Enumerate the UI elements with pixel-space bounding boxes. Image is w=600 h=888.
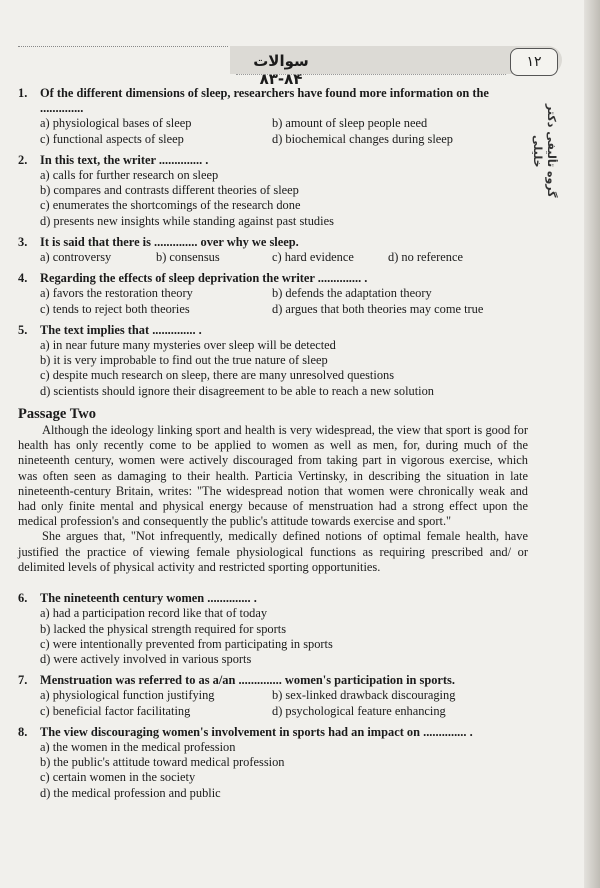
question-item — [18, 323, 528, 399]
answer-option: c) certain women in the society — [40, 770, 196, 785]
answer-option: c) functional aspects of sleep — [40, 131, 184, 146]
spacer — [18, 575, 528, 591]
header-title: سوالات ۸۴-۸۳ — [253, 52, 309, 88]
answer-option: b) amount of sleep people need — [272, 116, 428, 131]
answer-option: d) presents new insights while standing against past studies — [40, 213, 334, 228]
answer-option-row — [40, 302, 528, 317]
answer-option: b) compares and contrasts different theories of sleep — [40, 183, 299, 198]
page-content — [18, 86, 528, 807]
question-stem: Menstruation was referred to as a/an .............. women's participation in sports. — [40, 673, 455, 688]
question-stem: It is said that there is .............. over why we sleep. — [40, 234, 299, 249]
answer-option: c) despite much research on sleep, there are many unresolved questions — [40, 368, 395, 383]
answer-option: a) physiological bases of sleep — [40, 116, 192, 131]
question-stem: In this text, the writer .............. . — [40, 152, 209, 167]
answer-option: d) scientists should ignore their disagreement to be able to reach a new solution — [40, 383, 434, 398]
answer-option: b) defends the adaptation theory — [272, 286, 432, 301]
answer-option: a) physiological function justifying — [40, 688, 215, 703]
answer-option: d) the medical profession and public — [40, 785, 221, 800]
answer-option: c) tends to reject both theories — [40, 301, 190, 316]
answer-options — [40, 168, 528, 229]
question-item — [18, 271, 528, 317]
question-stem: The view discouraging women's involvement in sports had an impact on .............. . — [40, 724, 473, 739]
question-number: 7. — [18, 673, 28, 688]
question-item — [18, 86, 528, 147]
question-item — [18, 673, 528, 719]
question-number: 4. — [18, 271, 28, 286]
answer-option: b) sex-linked drawback discouraging — [272, 688, 456, 703]
question-number: 6. — [18, 591, 28, 606]
answer-option: b) the public's attitude toward medical profession — [40, 755, 285, 770]
answer-options — [40, 286, 528, 316]
answer-option: c) hard evidence — [272, 250, 354, 265]
answer-option-row — [40, 250, 528, 265]
answer-options — [40, 740, 528, 801]
answer-option-row — [40, 286, 528, 301]
question-item — [18, 235, 528, 265]
question-number: 5. — [18, 322, 28, 337]
answer-option-row — [40, 132, 528, 147]
question-number: 2. — [18, 152, 28, 167]
question-stem: The text implies that .............. . — [40, 322, 202, 337]
answer-option: c) were intentionally prevented from participating in sports — [40, 636, 333, 651]
answer-option: c) enumerates the shortcomings of the research done — [40, 198, 301, 213]
answer-option: a) the women in the medical profession — [40, 739, 236, 754]
answer-option: d) no reference — [388, 250, 463, 265]
answer-options — [40, 338, 528, 399]
question-stem: Regarding the effects of sleep deprivation the writer .............. . — [40, 271, 368, 286]
answer-option: d) psychological feature enhancing — [272, 703, 446, 718]
answer-option: a) in near future many mysteries over sleep will be detected — [40, 338, 336, 353]
answer-option: d) argues that both theories may come true — [272, 301, 484, 316]
answer-option: a) calls for further research on sleep — [40, 168, 219, 183]
question-stem: The nineteenth century women .............. . — [40, 591, 257, 606]
header-underline — [236, 74, 506, 75]
page-number: ۱۲ — [510, 48, 558, 76]
question-item — [18, 153, 528, 229]
answer-option: d) were actively involved in various sports — [40, 651, 252, 666]
answer-options — [40, 688, 528, 718]
passage-paragraph: She argues that, "Not infrequently, medically defined notions of optimal female health, have justified the practice of viewing female physiological functions as requiring prescribed and/ or delimited levels of physical activity and restricted sporting opportunities. — [18, 529, 528, 574]
question-number: 1. — [18, 86, 28, 100]
question-blank: .............. — [40, 101, 84, 116]
answer-options — [40, 606, 528, 667]
answer-option: b) it is very improbable to find out the true nature of sleep — [40, 353, 328, 368]
answer-option: b) consensus — [156, 250, 220, 265]
answer-option-row — [40, 116, 528, 131]
question-stem: Of the different dimensions of sleep, researchers have found more information on the — [40, 86, 489, 100]
header-rule — [18, 46, 228, 47]
question-number: 3. — [18, 234, 28, 249]
page-edge-shadow — [584, 0, 600, 888]
answer-option: b) lacked the physical strength required for sports — [40, 621, 287, 636]
answer-option: a) controversy — [40, 250, 112, 265]
question-group-passage-two — [18, 591, 528, 801]
answer-options — [40, 250, 528, 265]
passage-title: Passage Two — [18, 405, 97, 422]
answer-option: a) favors the restoration theory — [40, 286, 193, 301]
passage-body — [18, 423, 528, 575]
answer-option: d) biochemical changes during sleep — [272, 131, 453, 146]
question-group-passage-one — [18, 86, 528, 399]
passage-paragraph: Although the ideology linking sport and health is very widespread, the view that sport is good for health has only recently come to be applied to women as well as men, for, during much of the nineteenth century, women were actively discouraged from taking part in vigorous exercise, which was often seen as damaging to their health. Particia Vertinsky, in describing the situation in late nineteenth-century Britain, writes: "The widespread notion that women were chronically weak and had only finite mental and physical energy because of menstruation had a strong effect upon the medical profession's and consequently the public's attitude towards exercise and sport." — [18, 423, 528, 529]
answer-option: c) beneficial factor facilitating — [40, 703, 191, 718]
question-item — [18, 725, 528, 801]
answer-option-row — [40, 704, 528, 719]
side-publisher-label: گروه تألیفی دکتر خلیلی — [531, 104, 558, 198]
answer-option: a) had a participation record like that of today — [40, 606, 268, 621]
question-number: 8. — [18, 724, 28, 739]
answer-options — [40, 116, 528, 146]
question-item — [18, 591, 528, 667]
answer-option-row — [40, 688, 528, 703]
